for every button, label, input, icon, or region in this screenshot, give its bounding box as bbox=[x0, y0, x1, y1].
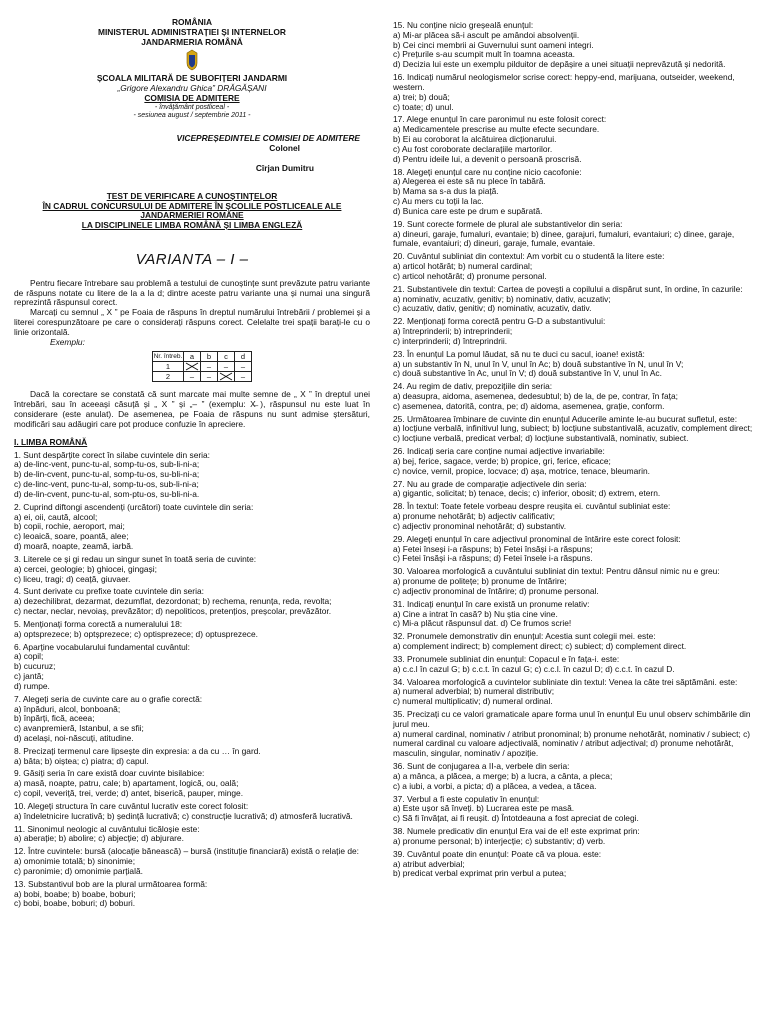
question-item bbox=[393, 350, 755, 379]
answer-option: c) articol nehotărât; d) pronume personal. bbox=[393, 270, 547, 281]
answer-option: d) Decizia lui este un exemplu pilduitor de depășire a unei situații neprevăzută și nedorită. bbox=[393, 59, 726, 70]
question-item bbox=[14, 555, 370, 584]
question-item bbox=[393, 285, 755, 314]
answer-option: a) ei, oii, caută, alcool; bbox=[14, 511, 98, 522]
table-header-cell: c bbox=[218, 352, 235, 362]
example-label: Exemplu: bbox=[50, 336, 85, 347]
answer-option: a) locțiune verbală, infinitivul lung, subiect; b) locțiune substantivală, acuzativ, complement direct; c) locțiune verbală, predicat verbal; d) locțiune substantivală, nominativ, subiect. bbox=[393, 423, 753, 444]
answer-option: c) avanpremieră, Istanbul, a se sfii; bbox=[14, 723, 144, 734]
question-stem: 31. Indicați enunțul în care există un pronume relativ: bbox=[393, 598, 590, 609]
answer-option: c) paronimie; d) omonimie parțială. bbox=[14, 865, 143, 876]
table-header-cell: Nr. întreb. bbox=[153, 352, 184, 362]
test-title-line: LA DISCIPLINELE LIMBA ROMÂNĂ ȘI LIMBA ENGLEZĂ bbox=[81, 220, 303, 231]
answer-option: c) novice, vernil, propice, locvace; d) așa, motrice, tenace, bleumarin. bbox=[393, 465, 650, 476]
answer-option: a) de-linc-vent, punc-tu-al, somp-tu-os, sub-li-ni-a; bbox=[14, 459, 200, 470]
answer-option: a) trei; b) două; bbox=[393, 91, 450, 102]
answer-option: a) nominativ, acuzativ, genitiv; b) nominativ, dativ, acuzativ; bbox=[393, 293, 611, 304]
ministry-name: MINISTERUL ADMINISTRAȚIEI ȘI INTERNELOR bbox=[98, 26, 286, 37]
question-item bbox=[393, 317, 755, 346]
example-answer-table bbox=[152, 351, 252, 382]
question-item bbox=[393, 850, 755, 879]
answer-option: b) Mama sa s-a dus la piață. bbox=[393, 186, 499, 197]
answer-option: c) Au fost coroborate declarațiile martorilor. bbox=[393, 143, 553, 154]
table-header-cell: a bbox=[184, 352, 201, 362]
question-stem: 13. Substantivul bob are la plural următoarea formă: bbox=[14, 878, 208, 889]
question-stem: 19. Sunt corecte formele de plural ale substantivelor din seria: bbox=[393, 218, 623, 229]
table-header-cell: b bbox=[201, 352, 218, 362]
question-item bbox=[393, 762, 755, 791]
question-stem: 18. Alegeți enunțul care nu conține nicio cacofonie: bbox=[393, 166, 582, 177]
answer-option: c) Prețurile s-au scumpit mult în toamna aceasta. bbox=[393, 49, 575, 60]
question-item bbox=[14, 451, 370, 500]
left-column bbox=[14, 18, 370, 909]
question-stem: 29. Alegeți enunțul în care adjectivul pronominal de întărire este corect folosit: bbox=[393, 533, 681, 544]
table-header-cell: d bbox=[235, 352, 252, 362]
question-stem: 38. Numele predicativ din enunțul Era vai de el! este exprimat prin: bbox=[393, 826, 640, 837]
answer-option: c) Mi-a plăcut răspunsul dat. d) Ce frumos scrie! bbox=[393, 618, 572, 629]
answer-option: a) numeral cardinal, nominativ / atribut pronominal; b) pronume nehotărât, nominativ / subiect; c) numeral cardinal cu valoare adjectivală, nominativ / atribut adjectival; d) pronume nehotărât, masculin, singular, nominativ / apoziție. bbox=[393, 728, 751, 759]
answer-option: b) de-lin-cvent, punc-tu-al, somp-tu-os, su-bli-ni-a; bbox=[14, 469, 200, 480]
table-cell: – bbox=[201, 372, 218, 382]
question-stem: 28. În textul: Toate fetele vorbeau despre reușita ei. cuvântul subliniat este: bbox=[393, 501, 671, 512]
answer-option: c) copil, veveriță, trei, verde; d) antet, biserică, pauper, minge. bbox=[14, 788, 244, 799]
test-title bbox=[14, 192, 370, 231]
table-cell: – bbox=[218, 362, 235, 372]
answer-option: b) Cei cinci membrii ai Guvernului sunt oameni integri. bbox=[393, 39, 594, 50]
answer-option: a) optsprezece; b) optșprezece; c) optisprezece; d) optusprezece. bbox=[14, 628, 258, 639]
question-stem: 3. Literele ce și gi redau un singur sunet în toată seria de cuvinte: bbox=[14, 553, 257, 564]
question-stem: 4. Sunt derivate cu prefixe toate cuvintele din seria: bbox=[14, 586, 204, 597]
answer-option: c) numeral multiplicativ; d) numeral ordinal. bbox=[393, 696, 553, 707]
table-header-row bbox=[153, 352, 252, 362]
answer-option: d) același, noi-născuți, atitudine. bbox=[14, 732, 134, 743]
school-patron: „Grigore Alexandru Ghica” DRĂGĂȘANI bbox=[117, 83, 267, 94]
answer-option: a) c.c.l în cazul G; b) c.c.t. în cazul G; c) c.c.l. în cazul D; d) c.c.t. în cazul D. bbox=[393, 663, 675, 674]
x-mark-icon bbox=[185, 362, 199, 371]
question-item bbox=[14, 620, 370, 640]
question-item bbox=[393, 115, 755, 164]
answer-option: a) un substantiv în N, unul în V, unul în Ac; b) două substantive în N, unul în V; bbox=[393, 358, 684, 369]
answer-option: a) întreprinderii; b) intreprinderii; bbox=[393, 326, 513, 337]
question-stem: 2. Cuprind diftongi ascendenți (urcători) toate cuvintele din seria: bbox=[14, 501, 254, 512]
question-item bbox=[14, 825, 370, 845]
question-stem: 22. Menționați forma corectă pentru G-D a substantivului: bbox=[393, 316, 606, 327]
answer-option: a) Fetei înseși i-a răspuns; b) Fetei însăși i-a răspuns; bbox=[393, 543, 593, 554]
question-item bbox=[14, 880, 370, 909]
question-stem: 32. Pronumele demonstrativ din enunțul: Acestia sunt colegii mei. este: bbox=[393, 631, 656, 642]
answer-option: a) a mânca, a plăcea, a merge; b) a lucra, a cânta, a pleca; bbox=[393, 770, 613, 781]
question-stem: 8. Precizați termenul care lipsește din expresia: a da cu … în gard. bbox=[14, 745, 261, 756]
answer-option: a) Cine a intrat în casă? b) Nu știa cine vine. bbox=[393, 608, 558, 619]
question-stem: 5. Menționați forma corectă a numeralului 18: bbox=[14, 618, 183, 629]
answer-option: a) bâta; b) oiștea; c) piatra; d) capul. bbox=[14, 755, 149, 766]
answer-option: c) bobi, boabe, boburi; d) boburi. bbox=[14, 898, 136, 909]
answer-option: a) atribut adverbial; bbox=[393, 858, 465, 869]
answer-option: c) adjectiv pronominal de întărire; d) pronume personal. bbox=[393, 585, 599, 596]
test-title-line: TEST DE VERIFICARE A CUNOȘTINȚELOR bbox=[106, 190, 278, 201]
right-column bbox=[393, 18, 755, 879]
institution-name: JANDARMERIA ROMÂNĂ bbox=[141, 36, 243, 47]
question-item bbox=[393, 535, 755, 564]
question-item bbox=[14, 847, 370, 876]
answer-option: c) adjectiv pronominal nehotărât; d) substantiv. bbox=[393, 520, 567, 531]
question-stem: 9. Găsiți seria în care există doar cuvinte bisilabice: bbox=[14, 768, 205, 779]
answer-option: d) Pentru ideile lui, a devenit o persoană proscrisă. bbox=[393, 153, 582, 164]
answer-option: d) rumpe. bbox=[14, 680, 50, 691]
table-cell: – bbox=[201, 362, 218, 372]
answer-option: a) dezechilibrat, dezarmat, dezumflat, dezordonat; b) rechema, renunța, reda, revolta; bbox=[14, 596, 332, 607]
table-cell: – bbox=[235, 362, 252, 372]
question-stem: 12. Între cuvintele: bursă (alocație bănească) – bursă (instituție financiară) există o relație de: bbox=[14, 846, 359, 857]
coat-of-arms-icon bbox=[185, 49, 199, 71]
country-name: ROMÂNIA bbox=[171, 17, 212, 27]
question-stem: 6. Aparține vocabularului fundamental cuvântul: bbox=[14, 641, 190, 652]
answer-option: d) moară, noapte, zeamă, iarbă. bbox=[14, 541, 134, 552]
instructions-paragraph: Marcați cu semnul „ X ” pe Foaia de răspuns în dreptul numărului întrebării / problemei și a literei corespunzătoare pe care o considerați răspuns corect. Celelalte trei spații barați-le cu o linie orizontală. bbox=[14, 307, 370, 337]
answer-option: c) Să fi învățat, ai fi reușit. d) Întotdeauna a fost apreciat de colegi. bbox=[393, 813, 639, 824]
question-stem: 27. Nu au grade de comparație adjectivele din seria: bbox=[393, 478, 587, 489]
answer-option: c) acuzativ, dativ, genitiv; d) nominativ, acuzativ, dativ. bbox=[393, 303, 592, 314]
answer-option: d) Bunica care este pe drum e supărată. bbox=[393, 205, 543, 216]
table-cell: – bbox=[235, 372, 252, 382]
answer-option: a) Mi-ar plăcea să-i ascult pe amândoi absolvenții. bbox=[393, 29, 580, 40]
answer-option: c) liceu, tragi; d) ceață, giuvaer. bbox=[14, 573, 131, 584]
answer-option: a) numeral adverbial; b) numeral distributiv; bbox=[393, 686, 555, 697]
table-cell: 2 bbox=[153, 372, 184, 382]
school-name: ȘCOALA MILITARĂ DE SUBOFIȚERI JANDARMI bbox=[96, 73, 288, 84]
question-stem: 33. Pronumele subliniat din enunțul: Copacul e în fața-i. este: bbox=[393, 653, 620, 664]
question-stem: 36. Sunt de conjugarea a II-a, verbele din seria: bbox=[393, 761, 570, 772]
answer-option: b) Ei au coroborat la alcătuirea dicționarului. bbox=[393, 134, 557, 145]
question-item bbox=[393, 382, 755, 411]
answer-option: a) dineuri, garaje, fumaluri, evantaie; b) dinee, garajuri, fumaluri, evantaiuri; c) dinee, garaje, fumale, evantaiuri; d) dineuri, garaje, fumale, evantaie. bbox=[393, 228, 735, 249]
question-list bbox=[393, 21, 755, 879]
question-stem: 34. Valoarea morfologică a cuvintelor subliniate din textul: Venea la câte trei săptămâni. este: bbox=[393, 676, 738, 687]
question-stem: 1. Sunt despărțite corect în silabe cuvintele din seria: bbox=[14, 449, 210, 460]
question-item bbox=[393, 21, 755, 70]
question-stem: 24. Au regim de dativ, prepozițiile din seria: bbox=[393, 381, 553, 392]
answer-option: a) deasupra, aidoma, asemenea, dedesubtul; b) de la, de pe, contrar, în fața; bbox=[393, 390, 678, 401]
session-info: - sesiunea august / septembrie 2011 - bbox=[133, 112, 251, 120]
question-item bbox=[393, 480, 755, 500]
question-item bbox=[14, 587, 370, 616]
answer-option: c) Fetei însăși i-a răspuns; d) Fetei însele i-a răspuns. bbox=[393, 553, 593, 564]
question-stem: 30. Valoarea morfologică a cuvântului subliniat din textul: Pentru dânsul nimic nu e greu: bbox=[393, 566, 720, 577]
answer-option: a) pronume de politețe; b) pronume de întărire; bbox=[393, 576, 567, 587]
question-stem: 20. Cuvântul subliniat din contextul: Am vorbit cu o studentă la litere este: bbox=[393, 251, 665, 262]
answer-option: a) înpăduri, alcol, bonboană; bbox=[14, 703, 121, 714]
answer-option: b) copii, rochie, aeroport, mai; bbox=[14, 521, 125, 532]
education-type: - învățământ postliceal - bbox=[154, 103, 230, 111]
table-cell bbox=[184, 362, 201, 372]
question-item bbox=[393, 655, 755, 675]
answer-option: a) copil; bbox=[14, 651, 44, 662]
question-item bbox=[393, 827, 755, 847]
question-list bbox=[14, 451, 370, 910]
signatory-role: VICEPREȘEDINTELE COMISIEI DE ADMITERE bbox=[176, 133, 360, 144]
answer-option: a) pronume nehotărât; b) adjectiv calificativ; bbox=[393, 511, 555, 522]
table-cell: 1 bbox=[153, 362, 184, 372]
answer-option: a) articol hotărât; b) numeral cardinal; bbox=[393, 261, 533, 272]
answer-option: a) cercei, geologie; b) ghiocei, gingași; bbox=[14, 563, 157, 574]
question-item bbox=[393, 502, 755, 531]
answer-option: a) bej, ferice, sagace, verde; b) propice, gri, ferice, eficace; bbox=[393, 455, 611, 466]
answer-option: c) jantă; bbox=[14, 671, 44, 682]
answer-option: a) complement indirect; b) complement direct; c) subiect; d) complement direct. bbox=[393, 641, 687, 652]
answer-option: b) cucuruz; bbox=[14, 661, 56, 672]
question-item bbox=[393, 600, 755, 629]
answer-option: c) asemenea, datorită, contra, pe; d) aidoma, asemenea, grație, conform. bbox=[393, 400, 665, 411]
answer-option: c) interprinderii; d) întreprindrii. bbox=[393, 335, 508, 346]
answer-option: a) aberație; b) abolire; c) abjecție; d) abjurare. bbox=[14, 833, 184, 844]
question-stem: 23. În enunțul La pomul lăudat, să nu te duci cu sacul, ioane! există: bbox=[393, 348, 645, 359]
question-stem: 39. Cuvântul poate din enunțul: Poate că va ploua. este: bbox=[393, 848, 602, 859]
answer-option: a) omonimie totală; b) sinonimie; bbox=[14, 856, 136, 867]
question-stem: 26. Indicați seria care conține numai adjective invariabile: bbox=[393, 446, 605, 457]
question-stem: 7. Alegeți seria de cuvinte care au o grafie corectă: bbox=[14, 693, 203, 704]
variant-title: VARIANTA – I – bbox=[135, 251, 249, 269]
answer-option: c) nectar, neclar, nevoiaș, prevăzător; d) nepoliticos, pretențios, preșcolar, prevăzător. bbox=[14, 606, 332, 617]
question-item bbox=[393, 632, 755, 652]
question-stem: 15. Nu conține nicio greșeală enunțul: bbox=[393, 20, 534, 30]
answer-option: a) Este ușor să înveți. b) Lucrarea este pe masă. bbox=[393, 803, 575, 814]
question-item bbox=[393, 168, 755, 217]
answer-option: c) Au mers cu toții la lac. bbox=[393, 196, 484, 207]
question-stem: 17. Alege enunțul în care paronimul nu este folosit corect: bbox=[393, 114, 607, 125]
table-cell: – bbox=[184, 372, 201, 382]
question-stem: 11. Sinonimul neologic al cuvântului ticăloșie este: bbox=[14, 823, 200, 834]
question-item bbox=[14, 802, 370, 822]
question-item bbox=[393, 73, 755, 112]
answer-option: a) bobi, boabe; b) boabe, boburi; bbox=[14, 888, 136, 899]
answer-option: a) îndeletnicire lucrativă; b) ședință lucrativă; c) construcție lucrativă; d) atmosferă lucrativă. bbox=[14, 810, 353, 821]
question-item bbox=[393, 220, 755, 249]
test-title-line: ÎN CADRUL CONCURSULUI DE ADMITERE ÎN ȘCOLILE POSTLICEALE ALE JANDARMERIEI ROMÂNE bbox=[42, 200, 342, 221]
document-header bbox=[14, 18, 370, 120]
instructions-paragraph: Pentru fiecare întrebare sau problemă a testului de cunoștințe sunt prevăzute patru variante de răspuns notate cu litere de la a la d; dintre aceste patru variante una și numai una singură reprezintă răspunsul corect. bbox=[14, 277, 370, 308]
table-cell bbox=[218, 372, 235, 382]
question-item bbox=[393, 567, 755, 596]
question-item bbox=[393, 795, 755, 824]
question-item bbox=[14, 503, 370, 552]
question-item bbox=[14, 643, 370, 692]
answer-option: d) de-lin-cvent, punc-tu-al, som-ptu-os, su-bli-ni-a. bbox=[14, 488, 200, 499]
answer-option: a) gigantic, solicitat; b) tenace, decis; c) inferior, obosit; d) extrem, etern. bbox=[393, 488, 661, 499]
question-stem: 37. Verbul a fi este copulativ în enunțul: bbox=[393, 793, 540, 804]
answer-option: a) Medicamentele prescrise au multe efecte secundare. bbox=[393, 124, 600, 135]
question-item bbox=[14, 695, 370, 744]
table-row bbox=[153, 372, 252, 382]
instructions-paragraph: Dacă la corectare se constată că sunt marcate mai multe semne de „ X ” în dreptul unei întrebări, sau în aceeași căsuță și „ X ” și „– ” (exemplu: X̶ ), răspunsul nu este luat în considerare (este anulat). De asemenea, pe Foaia de răspuns nu sunt admise ștersături, modificări sau adăugiri care pot produce confuzie în apreciere. bbox=[14, 389, 370, 429]
answer-option: c) toate; d) unul. bbox=[393, 101, 454, 112]
answer-option: b) predicat verbal exprimat prin verbul a putea; bbox=[393, 868, 567, 879]
question-stem: 25. Următoarea îmbinare de cuvinte din enunțul Aducerile aminte le-au bucurat sufletul, este: bbox=[393, 413, 738, 424]
commission-title: COMISIA DE ADMITERE bbox=[144, 93, 240, 104]
question-stem: 21. Substantivele din textul: Cartea de povești a copilului a dispărut sunt, în ordine, în cazurile: bbox=[393, 283, 743, 294]
x-mark-icon bbox=[219, 372, 233, 381]
question-stem: 10. Alegeți structura în care cuvântul lucrativ este corect folosit: bbox=[14, 800, 249, 811]
question-stem: 35. Precizați cu ce valori gramaticale apare forma unul în enunțul Eu unul observ schimbările din jurul meu. bbox=[393, 709, 751, 729]
answer-option: c) două substantive în Ac, unul în V; d) două substantive în V, unul în Ac. bbox=[393, 368, 662, 379]
answer-option: a) pronume personal; b) interjecție; c) substantiv; d) verb. bbox=[393, 835, 606, 846]
question-item bbox=[393, 415, 755, 444]
section-title: I. LIMBA ROMÂNĂ bbox=[14, 436, 88, 447]
answer-option: b) înpărți, fică, aceea; bbox=[14, 713, 95, 724]
question-item bbox=[393, 252, 755, 281]
question-item bbox=[14, 747, 370, 767]
answer-option: a) Alegerea ei este să nu plece în tabără. bbox=[393, 176, 546, 187]
question-item bbox=[393, 710, 755, 759]
question-item bbox=[14, 769, 370, 798]
signatory-rank: Colonel bbox=[269, 143, 300, 154]
answer-option: c) de-linc-vent, punc-tu-al, somp-tu-os, sub-li-ni-a; bbox=[14, 479, 199, 490]
question-item bbox=[393, 447, 755, 476]
answer-option: c) leoaică, soare, poantă, alee; bbox=[14, 531, 129, 542]
answer-option: c) a iubi, a vorbi, a picta; d) a plăcea, a vedea, a tăcea. bbox=[393, 780, 597, 791]
question-item bbox=[393, 678, 755, 707]
answer-option: a) masă, noapte, patru, cale; b) apartament, logică, ou, oală; bbox=[14, 778, 239, 789]
signatory-name: Cîrjan Dumitru bbox=[255, 163, 314, 173]
table-row bbox=[153, 362, 252, 372]
question-stem: 16. Indicați numărul neologismelor scrise corect: heppy-end, marijuana, outseider, weekend, western. bbox=[393, 72, 735, 92]
